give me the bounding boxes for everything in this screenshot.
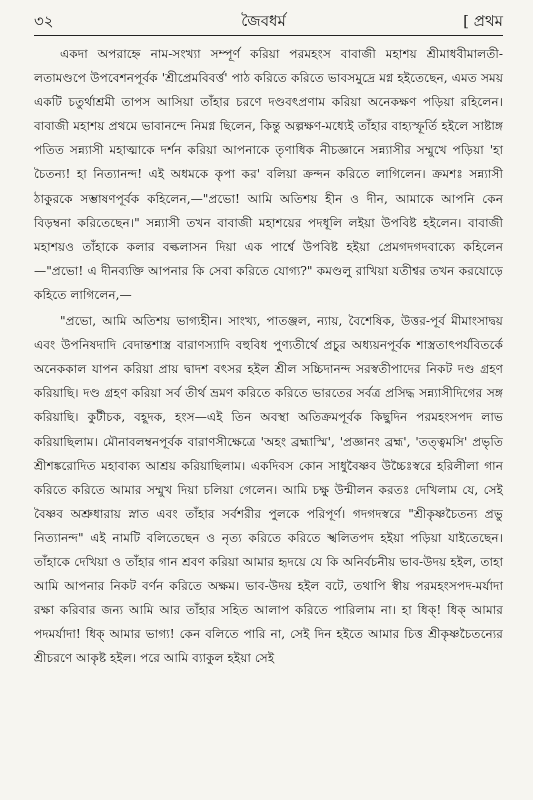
section-label: [ প্রথম [463, 12, 503, 30]
paragraph: "প্রভো, আমি অতিশয় ভাগ্যহীন। সাংখ্য, পাতঞ্জল, ন্যায়, বৈশেষিক, উত্তর-পূর্ব মীমাংসাদ্বয় এবং উপনিষদাদি বেদান্তশাস্ত্র বারাণস্যাদি বহুবিধ পুণ্যতীর্থে প্রচুর অধ্যয়নপূর্বক শাস্ত্রতাৎপর্যবিতর্কে অনেককাল যাপন করিয়া প্রায় দ্বাদশ বৎসর হইল শ্রীল সচ্চিদানন্দ সরস্বতীপাদের নিকট দণ্ড গ্রহণ করিয়াছি। দণ্ড গ্রহণ করিয়া সর্ব তীর্থ ভ্রমণ করিতে করিতে ভারতের সর্বত্র প্রসিদ্ধ সন্ন্যাসীদিগের সঙ্গ করিয়াছি। কুটীচক, বহূদক, হংস—এই তিন অবস্থা অতিক্রমপূর্বক কিছুদিন পরমহংসপদ লাভ করিয়াছিলাম। মৌনাবলম্বনপূর্বক বারাণসীক্ষেত্রে 'অহং ব্রহ্মাস্মি', 'প্রজ্ঞানং ব্রহ্ম', 'তত্ত্বমসি' প্রভৃতি শ্রীশঙ্করোদিত মহাবাক্য আশ্রয় করিয়াছিলাম। একদিবস কোন সাধুবৈষ্ণব উচ্চৈঃস্বরে হরিলীলা গান করিতে করিতে আমার সম্মুখ দিয়া চলিয়া গেলেন। আমি চক্ষু উন্মীলন করতঃ দেখিলাম যে, সেই বৈষ্ণব অশ্রুধারায় স্নাত এবং তাঁহার সর্বশরীর পুলকে পরিপূর্ণ। গদগদস্বরে "শ্রীকৃষ্ণচৈতন্য প্রভু নিত্যানন্দ" এই নামটি বলিতেছেন ও নৃত্য করিতে করিতে স্খলিতপদ হইয়া পড়িয়া যাইতেছেন। তাঁহাকে দেখিয়া ও তাঁহার গান শ্রবণ করিয়া আমার হৃদয়ে যে কি অনির্বচনীয় ভাব-উদয় হইল, তাহা আমি আপনার নিকট বর্ণন করিতে অক্ষম। ভাব-উদয় হইল বটে, তথাপি স্বীয় পরমহংসপদ-মর্যাদা রক্ষা করিবার জন্য আমি আর তাঁহার সহিত আলাপ করিতে পারিলাম না। হা ধিক্! ধিক্ আমার পদমর্যাদা! ধিক্ আমার ভাগ্য! কেন বলিতে পারি না, সেই দিন হইতে আমার চিত্ত শ্রীকৃষ্ণচৈতন্যের শ্রীচরণে আকৃষ্ট হইল। পরে আমি ব্যাকুল হইয়া সেই [34, 314, 503, 666]
paragraph: একদা অপরাহ্নে নাম-সংখ্যা সম্পূর্ণ করিয়া পরমহংস বাবাজী মহাশয় শ্রীমাধবীমালতী-লতামণ্ডপে উপবেশনপূর্বক 'শ্রীপ্রেমবিবর্ত্ত' পাঠ করিতে করিতে ভাবসমুদ্রে মগ্ন হইতেছেন, এমত সময় একটি চতুর্থাশ্রমী তাপস আসিয়া তাঁহার চরণে দণ্ডবৎপ্রণাম করিয়া অনেকক্ষণ পড়িয়া রহিলেন। বাবাজী মহাশয় প্রথমে ভাবানন্দে নিমগ্ন ছিলেন, কিন্তু অল্পক্ষণ-মধ্যেই তাঁহার বাহ্যস্ফূর্তি হইলে সাষ্টাঙ্গ পতিত সন্ন্যাসী মহাত্মাকে দর্শন করিয়া আপনাকে তৃণাধিক নীচজ্ঞানে সন্ন্যাসীর সম্মুখে পড়িয়া 'হা চৈতন্য! হা নিত্যানন্দ! এই অধমকে কৃপা কর' বলিয়া ক্রন্দন করিতে লাগিলেন। ক্রমশঃ সন্ন্যাসী ঠাকুরকে সম্ভাষণপূর্বক কহিলেন,—"প্রভো! আমি অতিশয় হীন ও দীন, আমাকে আপনি কেন বিড়ম্বনা করিতেছেন।" সন্ন্যাসী তখন বাবাজী মহাশয়ের পদধূলি লইয়া উপবিষ্ট হইলেন। বাবাজী মহাশয়ও তাঁহাকে কলার বল্কলাসন দিয়া এক পার্শ্বে উপবিষ্ট হইয়া প্রেমগদগদবাক্যে কহিলেন—"প্রভো! এ দীনব্যক্তি আপনার কি সেবা করিতে যোগ্য?" কমণ্ডলু রাখিয়া যতীশ্বর তখন করযোড়ে কহিতে লাগিলেন,— [34, 47, 503, 302]
running-title: জৈবধর্ম [241, 12, 286, 30]
page-header [34, 6, 503, 30]
header-divider [34, 35, 503, 36]
body-text [34, 42, 503, 670]
page-number: ৩২ [34, 12, 54, 30]
